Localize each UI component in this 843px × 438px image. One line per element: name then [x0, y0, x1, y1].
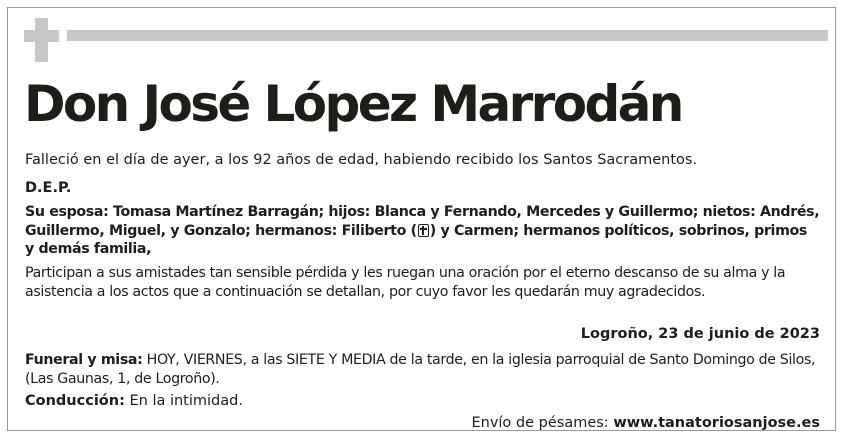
deceased-name: Don José López Marrodán — [24, 75, 682, 133]
conduccion-info — [25, 392, 820, 411]
condolences-label: Envío de pésames: — [471, 415, 614, 431]
family-list-text: Su esposa: Tomasa Martínez Barragán; hijos: Blanca y Fernando, Mercedes y Guillermo; nietos: Andrés, Guillermo, Miguel, y Gonzalo; hermanos: Filiberto ( — [25, 204, 820, 239]
conduccion-label: Conducción: — [25, 393, 125, 409]
death-notice: Falleció en el día de ayer, a los 92 años de edad, habiendo recibido los Santos Sacramentos. — [25, 152, 698, 168]
condolences-link[interactable]: www.tanatoriosanjose.es — [613, 415, 820, 431]
funeral-label: Funeral y misa: — [25, 352, 143, 368]
place-date: Logroño, 23 de junio de 2023 — [580, 326, 820, 342]
conduccion-text: En la intimidad. — [124, 393, 243, 409]
funeral-text: HOY, VIERNES, a las SIETE Y MEDIA de la tarde, en la iglesia parroquial de Santo Domingo de Silos, (Las Gaunas, 1, de Logroño). — [25, 352, 816, 387]
family-list-text-end: ) y Carmen; hermanos políticos, sobrinos, primos y demás familia, — [25, 222, 807, 257]
deceased-cross-icon — [418, 224, 429, 237]
header-rule — [67, 30, 828, 41]
funeral-info — [25, 351, 820, 388]
family-list — [25, 203, 820, 259]
condolences-line — [25, 414, 820, 433]
cross-icon — [24, 18, 59, 62]
message-text: Participan a sus amistades tan sensible pérdida y les ruegan una oración por el eterno descanso de su alma y la asistencia a los actos que a continuación se detallan, por cuyo favor les quedarán muy agradecidos. — [25, 265, 786, 300]
rest-in-peace: D.E.P. — [25, 180, 72, 196]
